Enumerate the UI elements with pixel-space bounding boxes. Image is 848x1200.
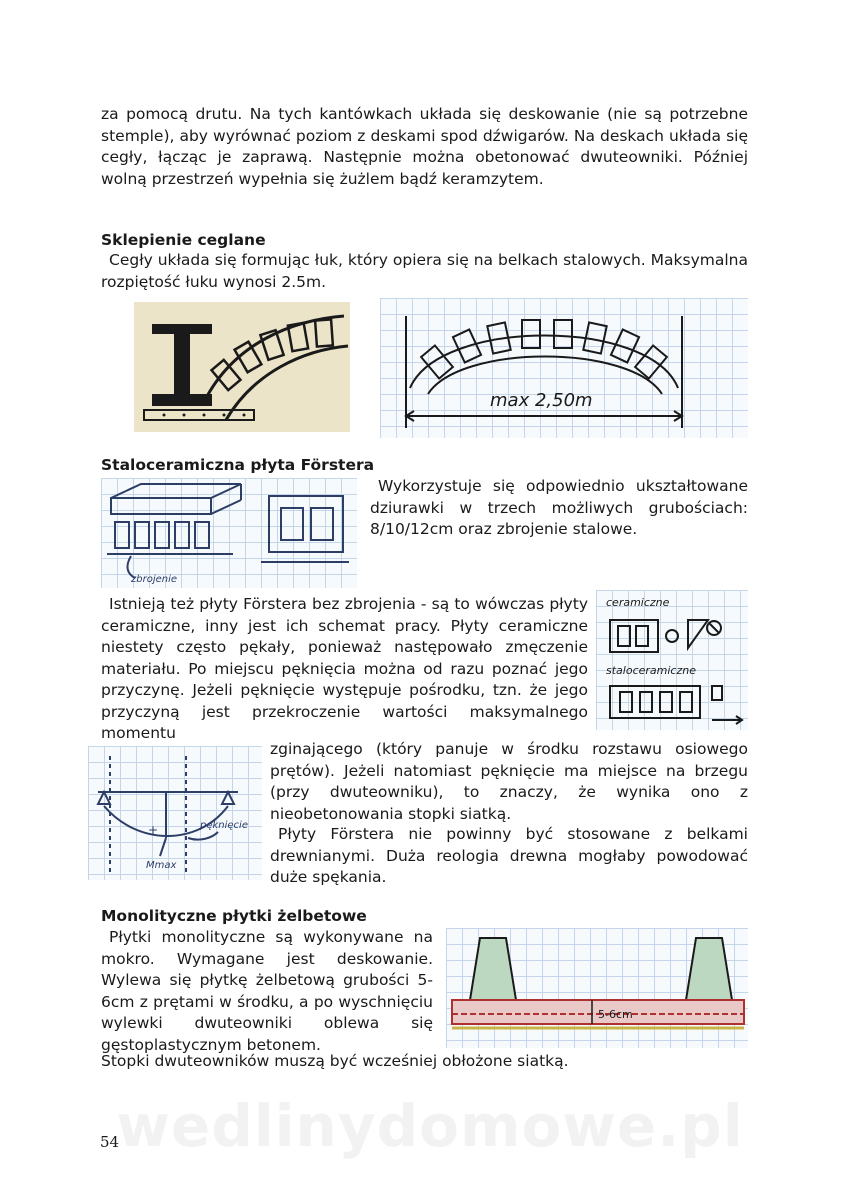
- steel-ceramic-label: staloceramiczne: [606, 664, 696, 677]
- watermark: wedlinydomowe.pl: [116, 1092, 744, 1160]
- figure-moment-crack: [88, 746, 262, 880]
- figure-brick-arch-span: [380, 298, 748, 438]
- figure-forster-slab-blocks: [101, 478, 357, 588]
- ceramic-label: ceramiczne: [606, 596, 670, 609]
- page-number: 54: [100, 1133, 120, 1151]
- monolithic-paragraph-2: Stopki dwuteowników muszą być wcześniej obłożone siatką.: [101, 1052, 569, 1070]
- monolithic-paragraph-1: Płytki monolityczne są wykonywane na mokro. Wymagane jest deskowanie. Wylewa się płytkę żelbetową grubości 5-6cm z prętami w środku, a po wyschnięciu wylewki dwuteowniki oblewa się gęstoplastycznym betonem.: [101, 928, 433, 1054]
- forster-paragraph-1: Wykorzystuje się odpowiednio ukształtowane dziurawki w trzech możliwych grubościach: 8/10/12cm oraz zbrojenie stalowe.: [370, 477, 748, 538]
- figure-monolithic-slab: [446, 928, 748, 1048]
- arch-span-label: max 2,50m: [490, 390, 593, 411]
- figure-ibeam-vault-sketch: [134, 302, 350, 432]
- ibeam-vault-drawing: [134, 302, 350, 432]
- svg-text:+: +: [148, 823, 159, 837]
- monolithic-slab-drawing: [446, 928, 748, 1048]
- mmax-label: Mmax: [146, 860, 177, 871]
- forster-paragraph-3: zginającego (który panuje w środku rozstawu osiowego prętów). Jeżeli natomiast pęknięcie ma miejsce na brzegu (przy dwuteowniku), to znaczy, że wynika ono z nieobetonowania stopki siatką.: [270, 740, 748, 823]
- slab-thickness-label: 5-6cm: [598, 1008, 633, 1021]
- heading-monolithic-slabs: Monolityczne płytki żelbetowe: [101, 907, 367, 925]
- forster-paragraph-2: Istnieją też płyty Förstera bez zbrojenia - są to wówczas płyty ceramiczne, inny jest ich schemat pracy. Płyty ceramiczne niestety często pękały, ponieważ następowało zmęczenie materiału. Po miejscu pęknięcia można od razu poznać jego przyczynę. Jeżeli pęknięcie występuje pośrodku, tzn. że jego przyczyną jest przekroczenie wartości maksymalnego momentu: [101, 595, 588, 742]
- brick-vault-paragraph: Cegły układa się formując łuk, który opiera się na belkach stalowych. Maksymalna rozpiętość łuku wynosi 2.5m.: [101, 251, 748, 291]
- reinforcement-label: zbrojenie: [131, 574, 178, 585]
- forster-paragraph-4: Płyty Förstera nie powinny być stosowane z belkami drewnianymi. Duża reologia drewna mogłaby powodować duże spękania.: [270, 825, 748, 886]
- intro-paragraph: za pomocą drutu. Na tych kantówkach układa się deskowanie (nie są potrzebne stemple), aby wyrównać poziom z deskami spod dźwigarów. Na deskach układa się cegły, łącząc je zaprawą. Następnie można obetonować dwuteowniki. Później wolną przestrzeń wypełnia się żużlem bądź keramzytem.: [101, 105, 748, 188]
- figure-ceramic-vs-steel-ceramic: [596, 590, 748, 730]
- forster-blocks-drawing: [101, 478, 357, 588]
- heading-brick-vault: Sklepienie ceglane: [101, 231, 266, 249]
- crack-label: pęknięcie: [200, 820, 248, 831]
- brick-arch-drawing: [380, 298, 748, 438]
- heading-forster-slab: Staloceramiczna płyta Förstera: [101, 456, 375, 474]
- moment-crack-drawing: [88, 746, 262, 880]
- ceramic-comparison-drawing: [596, 590, 748, 730]
